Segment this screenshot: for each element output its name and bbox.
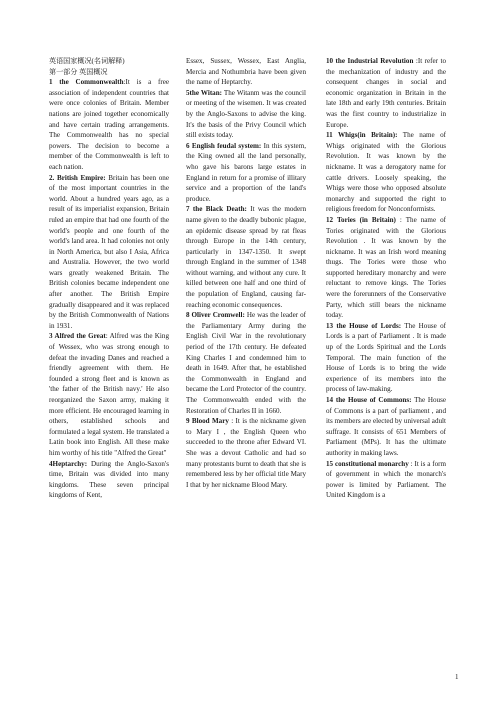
page-number: 1	[455, 673, 459, 681]
entry-tories: 12 Tories (in Britain) : The name of Tories originated with the Glorious Revolution . It was known by the nickname. It was an Irish word meaning thugs. The Tories were those who supported hereditary monarchy and were reluctant to remove kings. The Tories were the forerunners of the Conservative Party, which still bears the nickname today.	[326, 215, 446, 320]
entry-blood-mary: 9 Blood Mary : It is the nickname given to Mary I , the English Queen who succeeded to the throne after Edward VI. She was a devout Catholic and had so many protestants burnt to death that she is remembered less by her official title Mary I that by her nickname Blood Mary.	[186, 417, 306, 489]
entry-oliver-cromwell: 8 Oliver Cromwell: He was the leader of the Parliamentary Army during the English Civil War in the revolutionary period of the 17th century. He defeated King Charles I and condemned him to death in 1649. After that, he established the Commonwealth in England and became the Lord Protector of the country. The Commonwealth ended with the Restoration of Charles II in 1660.	[186, 311, 306, 415]
entry-black-death: 7 the Black Death: It was the modern name given to the deadly bubonic plague, an epidemic disease spread by rat fleas through Europe in the 14th century, particularly in 1347-1350. It swept through England in the summer of 1348 without warning, and without any cure. It killed between one half and one third of the population of England, causing far-reaching economic consequences.	[186, 205, 306, 309]
entry-industrial-revolution: 10 the Industrial Revolution :It refer to the mechanization of industry and the consequent changes in social and economic organization in Britain in the late 18th and early 19th centuries. Britain was the first country to industrialize in Europe.	[326, 57, 446, 129]
entry-whigs: 11 Whigs(in Britain): The name of Whigs originated with the Glorious Revolution. It was known by the nickname. It was a derogatory name for cattle drivers. Loosely speaking, the Whigs were those who opposed absolute monarchy and supported the right to religious freedom for Nonconformists.	[326, 131, 446, 214]
entry-alfred-the-great: 3 Alfred the Great: Alfred was the King of Wessex, who was strong enough to defeat the invading Danes and reached a friendly agreement with them. He founded a strong fleet and is known as 'the father of the British navy.' He also reorganized the Saxon army, making it more efficient. He encouraged learning in others, established schools and formulated a legal system. He translated a Latin book into English. All these make him worthy of his title "Alfred the Great"	[49, 332, 169, 457]
entry-witan: 5the Witan: The Witanm was the council or meeting of the wisemen. It was created by the Anglo-Saxons to advise the king. It's the basis of the Privy Council which still exists today.	[186, 88, 306, 140]
entry-constitutional-monarchy: 15 constitutional monarchy : It is a form of government in which the monarch's power is limited by Parliament. The United Kingdom is a	[326, 459, 447, 500]
part-heading: 第一部分 英国概况	[49, 67, 108, 76]
entry-british-empire: 2. British Empire: Britain has been one of the most important countries in the world. About a hundred years ago, as a result of its imperialist expansion, Britain ruled an empire that had one fourth of the world's people and one fourth of the world's land area. It had colonies not only in North America, but also I Asia, Africa and Australia. However, the two world wars greatly weakened Britain. The British colonies became independent one after another. The British Empire gradually disappeared and it was replaced by the British Commonwealth of Nations in 1931.	[49, 173, 169, 330]
entry-heptarchy-continued: Essex, Sussex, Wessex, East Anglia, Mercia and Nothumbria have been given the name of Heptarchy.	[186, 57, 306, 87]
entry-commonwealth: 1 the Commonwealth:It is a free association of independent countries that were once colonies of Britain. Member nations are joined together economically and have certain trading arrangements. The Commonwealth has no special powers. The decision to become a member of the Commonwealth is left to each nation.	[49, 78, 169, 171]
entry-heptarchy: 4Heptarchy: During the Anglo-Saxon's time, Britain was divided into many kingdoms. These seven principal kingdoms of Kent,	[49, 459, 169, 500]
column-1	[49, 56, 169, 501]
entry-feudal-system: 6 English feudal system: In this system, the King owned all the land personally, who gave his barons large estates in England in return for a promise of illitary service and a proportion of the land's produce.	[186, 141, 306, 203]
column-2	[186, 56, 306, 490]
entry-house-of-commons: 14 the House of Commons: The House of Commons is a part of parliament , and its members are elected by universal adult suffrage. It consists of 651 Members of Parliament (MPs). It has the ultimate authority in making laws.	[326, 396, 447, 457]
entry-house-of-lords: 13 the House of Lords: The House of Lords is a part of Parliament . It is made up of the Lords Spiritual and the Lords Temporal. The main function of the House of Lords is to bring the wide experience of its members into the process of law-making.	[326, 321, 446, 394]
document-title: 英语国家概况(名词解释)	[49, 57, 125, 65]
column-3	[326, 56, 446, 501]
